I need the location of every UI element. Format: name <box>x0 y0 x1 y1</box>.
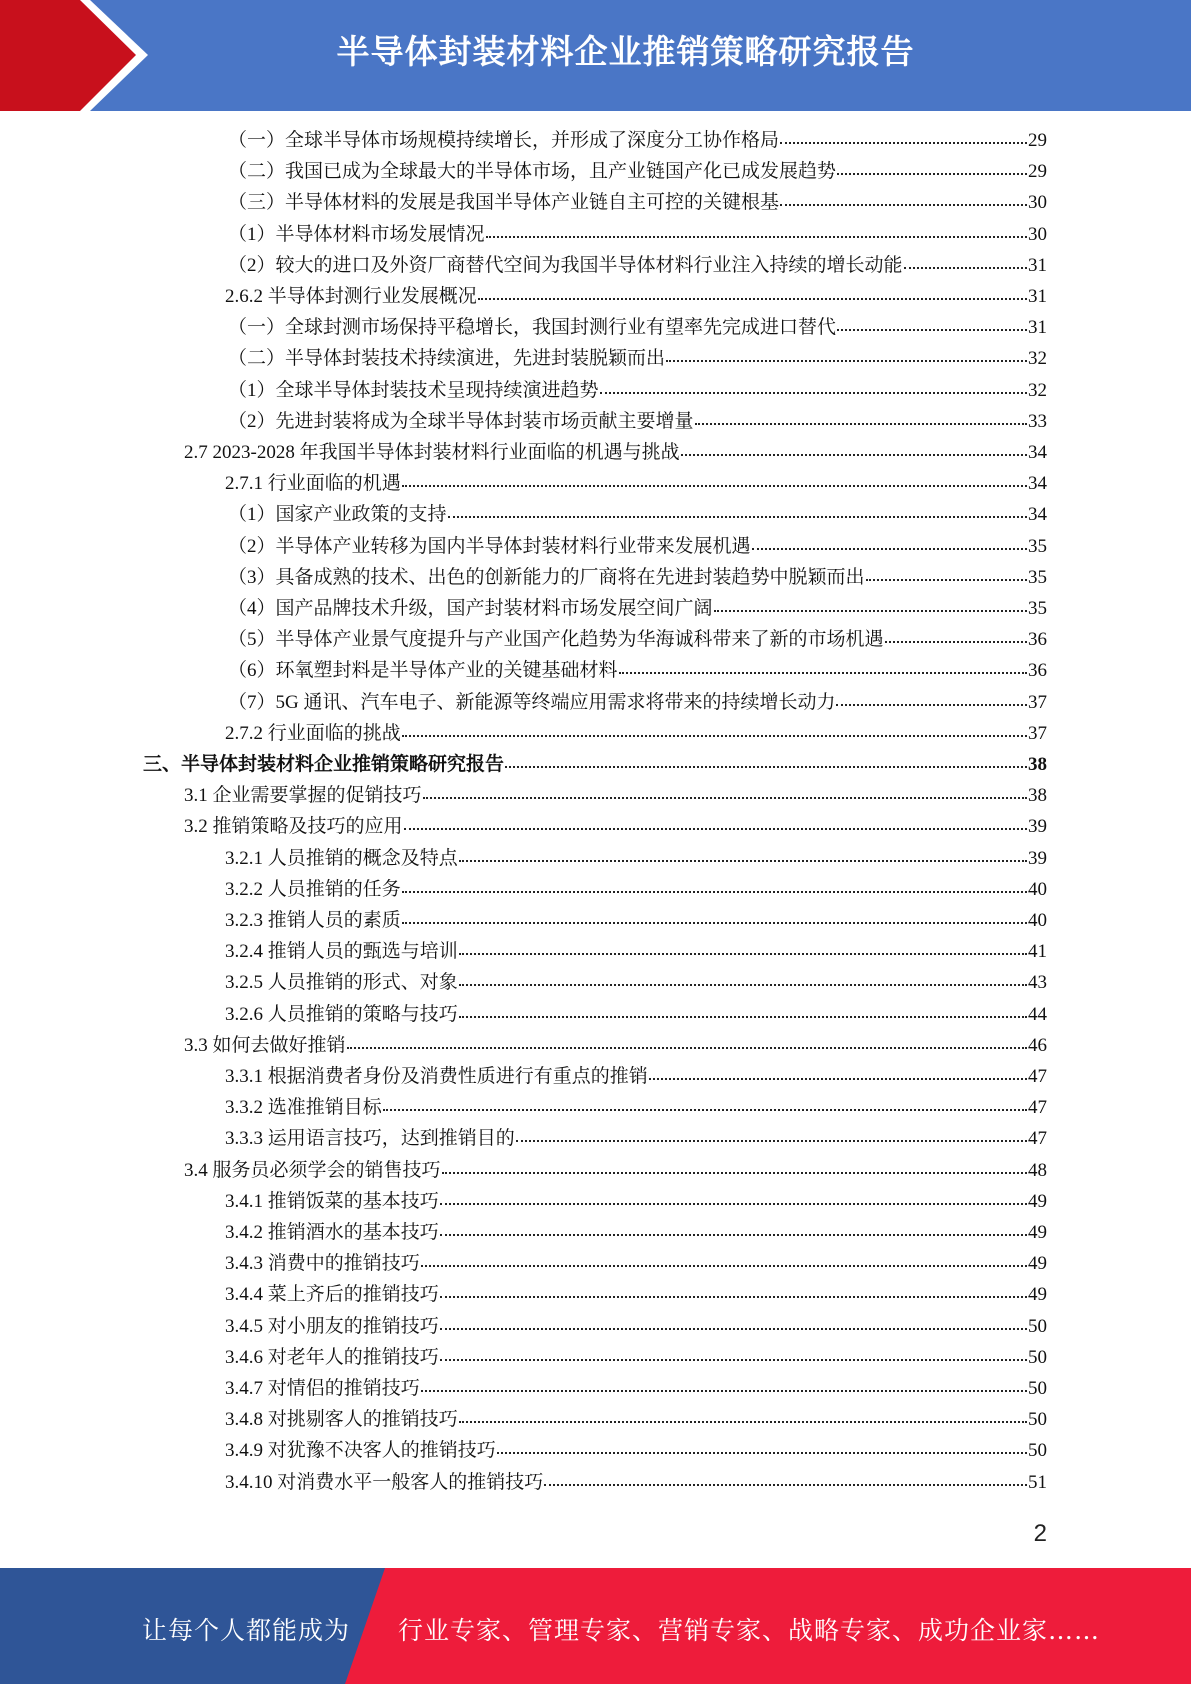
toc-entry-page: 39 <box>1028 847 1047 869</box>
toc-entry-title: （5）半导体产业景气度提升与产业国产化趋势为华海诚科带来了新的市场机遇 <box>228 629 884 651</box>
toc-leader-dots <box>866 579 1027 581</box>
toc-entry-title: （6）环氧塑封料是半导体产业的关键基础材料 <box>228 660 618 682</box>
toc-entry-title: 3.4 服务员必须学会的销售技巧 <box>184 1159 441 1181</box>
toc-leader-dots <box>478 298 1027 300</box>
toc-leader-dots <box>695 423 1027 425</box>
toc-entry-page: 48 <box>1028 1159 1047 1181</box>
toc-entry-title: （2）较大的进口及外资厂商替代空间为我国半导体材料行业注入持续的增长动能 <box>228 254 903 276</box>
toc-entry-title: 3.4.5 对小朋友的推销技巧 <box>225 1315 439 1337</box>
toc-entry-title: （二）半导体封装技术持续演进，先进封装脱颖而出 <box>228 348 666 370</box>
toc-entry-page: 44 <box>1028 1003 1047 1025</box>
toc-leader-dots <box>459 1016 1027 1018</box>
toc-entry-title: 3.4.3 消费中的推销技巧 <box>225 1253 420 1275</box>
toc-entry-page: 39 <box>1028 816 1047 838</box>
toc-entry-page: 31 <box>1028 254 1047 276</box>
toc-leader-dots <box>486 236 1027 238</box>
toc-entry[interactable] <box>225 1406 1047 1434</box>
toc-entry-title: 3.3.2 选准推销目标 <box>225 1097 382 1119</box>
toc-entry-page: 32 <box>1028 379 1047 401</box>
toc-leader-dots <box>459 1421 1027 1423</box>
toc-leader-dots <box>423 797 1027 799</box>
toc-leader-dots <box>440 1328 1027 1330</box>
toc-entry-title: 3.2.4 推销人员的甄选与培训 <box>225 941 458 963</box>
toc-entry-page: 49 <box>1028 1253 1047 1275</box>
toc-entry-page: 37 <box>1028 722 1047 744</box>
toc-entry[interactable] <box>228 626 1047 654</box>
toc-leader-dots <box>459 953 1027 955</box>
red-chevron-decoration <box>0 0 160 111</box>
toc-entry-page: 34 <box>1028 504 1047 526</box>
toc-leader-dots <box>681 454 1027 456</box>
toc-entry[interactable] <box>225 876 1047 904</box>
toc-entry-title: （2）先进封装将成为全球半导体封装市场贡献主要增量 <box>228 410 694 432</box>
toc-entry-title: （3）具备成熟的技术、出色的创新能力的厂商将在先进封装趋势中脱颖而出 <box>228 566 865 588</box>
toc-entry-page: 50 <box>1028 1440 1047 1462</box>
toc-entry-title: 3.4.2 推销酒水的基本技巧 <box>225 1222 439 1243</box>
toc-entry[interactable] <box>225 907 1047 935</box>
toc-entry[interactable] <box>184 439 1047 467</box>
toc-leader-dots <box>402 922 1027 924</box>
toc-entry-page: 35 <box>1028 566 1047 588</box>
toc-leader-dots <box>421 1390 1027 1392</box>
toc-entry[interactable] <box>184 1157 1047 1185</box>
toc-entry-title: （一）全球半导体市场规模持续增长，并形成了深度分工协作格局 <box>228 130 780 151</box>
toc-entry-title: 3.3.3 运用语言技巧，达到推销目的 <box>225 1128 515 1150</box>
toc-entry-title: 3.2.3 推销人员的素质 <box>225 910 401 931</box>
toc-entry-title: 2.7.2 行业面临的挑战 <box>225 722 401 744</box>
toc-entry-title: 2.7 2023-2028 年我国半导体封装材料行业面临的机遇与挑战 <box>184 442 680 463</box>
toc-leader-dots <box>836 704 1027 706</box>
toc-leader-dots <box>440 1359 1027 1361</box>
toc-leader-dots <box>421 1265 1027 1267</box>
toc-leader-dots <box>600 392 1027 394</box>
toc-entry-title: （2）半导体产业转移为国内半导体封装材料行业带来发展机遇 <box>228 535 751 557</box>
toc-entry-title: （1）全球半导体封装技术呈现持续演进趋势 <box>228 379 599 401</box>
toc-leader-dots <box>649 1078 1027 1080</box>
toc-entry[interactable] <box>225 283 1047 311</box>
footer-slogan-left: 让每个人都能成为 <box>142 1616 351 1645</box>
toc-entry-page: 38 <box>1028 785 1047 807</box>
page-footer <box>0 1568 1191 1684</box>
toc-leader-dots <box>440 1296 1027 1298</box>
toc-entry-page: 41 <box>1028 941 1047 963</box>
toc-leader-dots <box>402 485 1027 487</box>
toc-entry-title: 三、半导体封装材料企业推销策略研究报告 <box>143 754 505 775</box>
toc-entry[interactable] <box>228 657 1047 685</box>
toc-leader-dots <box>383 1109 1027 1111</box>
toc-entry-title: （三）半导体材料的发展是我国半导体产业链自主可控的关键根基 <box>228 192 780 214</box>
toc-entry-title: （1）半导体材料市场发展情况 <box>228 223 485 245</box>
toc-entry-page: 30 <box>1028 223 1047 245</box>
toc-entry-title: （一）全球封测市场保持平稳增长，我国封测行业有望率先完成进口替代 <box>228 317 837 339</box>
page-header <box>0 0 1191 111</box>
toc-entry[interactable] <box>225 1313 1047 1341</box>
toc-entry[interactable] <box>225 720 1047 748</box>
toc-entry-title: 3.3.1 根据消费者身份及消费性质进行有重点的推销 <box>225 1066 648 1087</box>
toc-entry[interactable] <box>225 1219 1047 1247</box>
toc-entry[interactable] <box>228 377 1047 405</box>
toc-entry[interactable] <box>228 345 1047 373</box>
toc-entry[interactable] <box>228 158 1047 186</box>
toc-entry[interactable] <box>225 1437 1047 1465</box>
toc-entry[interactable] <box>225 969 1047 997</box>
toc-entry-title: 3.2.1 人员推销的概念及特点 <box>225 847 458 869</box>
toc-entry-page: 32 <box>1028 348 1047 370</box>
toc-entry-title: （7）5G 通讯、汽车电子、新能源等终端应用需求将带来的持续增长动力 <box>228 691 836 713</box>
toc-entry[interactable] <box>228 221 1047 249</box>
toc-entry-page: 46 <box>1028 1034 1047 1056</box>
toc-entry-page: 29 <box>1028 161 1047 183</box>
toc-entry-title: （4）国产品牌技术升级，国产封装材料市场发展空间广阔 <box>228 598 713 619</box>
toc-entry-page: 51 <box>1028 1471 1047 1493</box>
toc-leader-dots <box>619 672 1027 674</box>
toc-entry-page: 38 <box>1028 754 1047 775</box>
toc-entry-title: 2.6.2 半导体封测行业发展概况 <box>225 286 477 307</box>
toc-entry[interactable] <box>228 408 1047 436</box>
toc-entry-page: 29 <box>1028 130 1047 151</box>
toc-entry[interactable] <box>228 252 1047 280</box>
toc-entry[interactable] <box>225 1001 1047 1029</box>
toc-entry-page: 50 <box>1028 1409 1047 1431</box>
toc-entry[interactable] <box>225 1094 1047 1122</box>
toc-entry[interactable] <box>228 595 1047 623</box>
toc-entry-page: 36 <box>1028 629 1047 651</box>
toc-entry-title: （1）国家产业政策的支持 <box>228 504 447 526</box>
toc-entry[interactable] <box>225 1063 1047 1091</box>
toc-entry-page: 50 <box>1028 1378 1047 1399</box>
toc-entry-page: 43 <box>1028 972 1047 994</box>
toc-leader-dots <box>714 610 1027 612</box>
toc-entry-title: 3.4.10 对消费水平一般客人的推销技巧 <box>225 1471 544 1493</box>
toc-entry[interactable] <box>228 314 1047 342</box>
toc-leader-dots <box>440 1234 1027 1236</box>
toc-entry-page: 50 <box>1028 1346 1047 1368</box>
toc-entry-page: 49 <box>1028 1222 1047 1243</box>
toc-leader-dots <box>516 1140 1027 1142</box>
toc-entry-title: 3.3 如何去做好推销 <box>184 1034 346 1056</box>
toc-entry-page: 47 <box>1028 1128 1047 1150</box>
toc-entry-page: 35 <box>1028 598 1047 619</box>
toc-entry[interactable] <box>225 845 1047 873</box>
toc-leader-dots <box>666 360 1027 362</box>
toc-entry[interactable] <box>228 501 1047 529</box>
toc-entry-title: 3.2 推销策略及技巧的应用 <box>184 816 403 838</box>
toc-entry-page: 30 <box>1028 192 1047 214</box>
toc-leader-dots <box>404 828 1027 830</box>
toc-entry-page: 33 <box>1028 410 1047 432</box>
toc-leader-dots <box>402 735 1027 737</box>
toc-entry-page: 49 <box>1028 1190 1047 1212</box>
toc-entry-title: 3.2.2 人员推销的任务 <box>225 878 401 900</box>
toc-leader-dots <box>459 984 1027 986</box>
toc-entry-title: 2.7.1 行业面临的机遇 <box>225 473 401 495</box>
toc-leader-dots <box>752 548 1027 550</box>
toc-entry[interactable] <box>225 1250 1047 1278</box>
toc-entry-page: 49 <box>1028 1284 1047 1306</box>
toc-entry[interactable] <box>184 813 1047 841</box>
toc-entry-title: 3.4.7 对情侣的推销技巧 <box>225 1378 420 1399</box>
toc-entry[interactable] <box>228 533 1047 561</box>
toc-entry[interactable] <box>184 1032 1047 1060</box>
toc-leader-dots <box>837 329 1027 331</box>
toc-entry-page: 40 <box>1028 878 1047 900</box>
toc-leader-dots <box>448 516 1027 518</box>
toc-entry[interactable] <box>225 1281 1047 1309</box>
toc-entry[interactable] <box>225 1125 1047 1153</box>
toc-entry-title: （二）我国已成为全球最大的半导体市场，且产业链国产化已成发展趋势 <box>228 161 837 183</box>
toc-leader-dots <box>440 1203 1027 1205</box>
toc-entry[interactable] <box>228 189 1047 217</box>
page-number: 2 <box>1033 1520 1047 1547</box>
toc-entry[interactable] <box>225 938 1047 966</box>
toc-entry-page: 40 <box>1028 910 1047 931</box>
toc-entry-title: 3.2.5 人员推销的形式、对象 <box>225 972 458 994</box>
toc-leader-dots <box>459 860 1027 862</box>
toc-entry-page: 34 <box>1028 473 1047 495</box>
toc-entry[interactable] <box>228 564 1047 592</box>
toc-leader-dots <box>402 891 1027 893</box>
toc-entry-title: 3.4.6 对老年人的推销技巧 <box>225 1346 439 1368</box>
toc-entry[interactable] <box>184 782 1047 810</box>
toc-entry-title: 3.1 企业需要掌握的促销技巧 <box>184 785 422 807</box>
toc-leader-dots <box>497 1452 1027 1454</box>
toc-entry[interactable] <box>228 689 1047 717</box>
toc-leader-dots <box>505 766 1027 768</box>
toc-entry[interactable] <box>225 1469 1047 1497</box>
toc-entry-page: 35 <box>1028 535 1047 557</box>
toc-leader-dots <box>442 1172 1027 1174</box>
toc-entry-page: 37 <box>1028 691 1047 713</box>
toc-entry-title: 3.2.6 人员推销的策略与技巧 <box>225 1003 458 1025</box>
toc-entry-page: 31 <box>1028 317 1047 339</box>
toc-leader-dots <box>885 641 1027 643</box>
report-title: 半导体封装材料企业推销策略研究报告 <box>336 32 915 71</box>
toc-leader-dots <box>780 204 1027 206</box>
toc-leader-dots <box>780 142 1027 144</box>
toc-entry-page: 47 <box>1028 1066 1047 1087</box>
toc-leader-dots <box>347 1047 1027 1049</box>
footer-slogan-right: 行业专家、管理专家、营销专家、战略专家、成功企业家…… <box>398 1616 1101 1645</box>
toc-entry[interactable] <box>225 470 1047 498</box>
toc-entry-title: 3.4.4 菜上齐后的推销技巧 <box>225 1284 439 1306</box>
toc-entry[interactable] <box>225 1375 1047 1403</box>
toc-entry[interactable] <box>225 1188 1047 1216</box>
toc-leader-dots <box>904 267 1027 269</box>
toc-entry-title: 3.4.9 对犹豫不决客人的推销技巧 <box>225 1440 496 1462</box>
toc-entry[interactable] <box>225 1344 1047 1372</box>
toc-entry-page: 31 <box>1028 286 1047 307</box>
toc-entry-page: 50 <box>1028 1315 1047 1337</box>
toc-entry-page: 36 <box>1028 660 1047 682</box>
toc-leader-dots <box>837 173 1027 175</box>
toc-entry-title: 3.4.8 对挑剔客人的推销技巧 <box>225 1409 458 1431</box>
toc-entry[interactable] <box>143 751 1047 779</box>
toc-entry-page: 34 <box>1028 442 1047 463</box>
toc-entry[interactable] <box>228 127 1047 155</box>
toc-leader-dots <box>544 1484 1027 1486</box>
toc-entry-title: 3.4.1 推销饭菜的基本技巧 <box>225 1190 439 1212</box>
toc-entry-page: 47 <box>1028 1097 1047 1119</box>
